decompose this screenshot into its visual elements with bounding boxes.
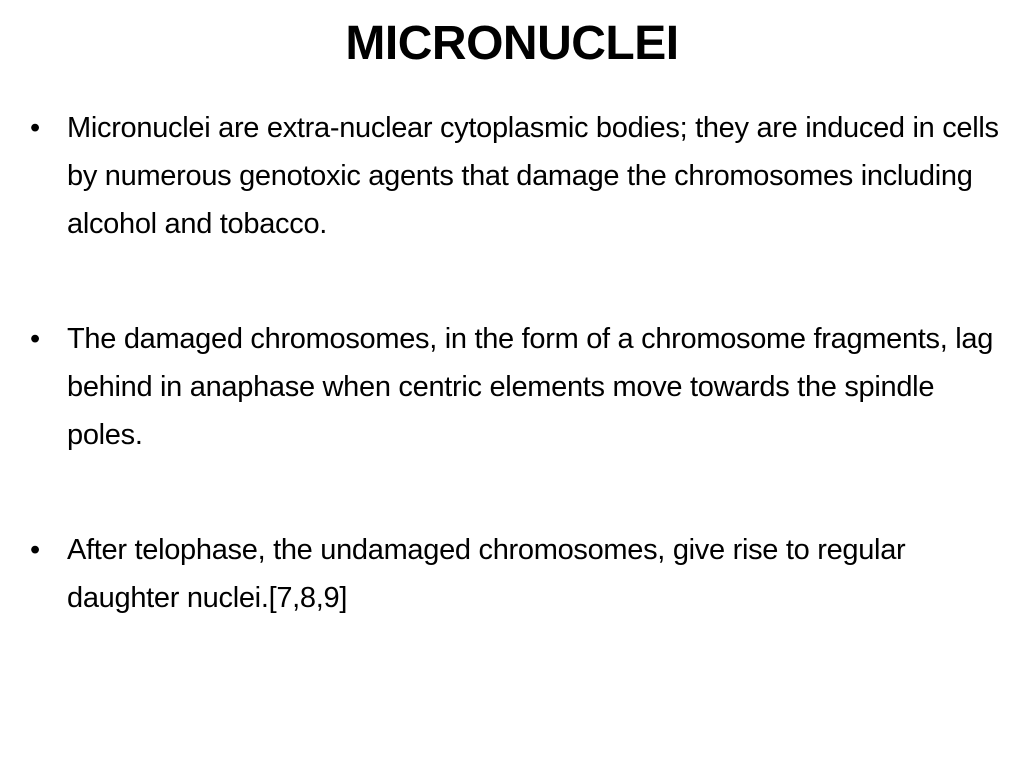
bullet-item xyxy=(30,526,1015,622)
bullet-item xyxy=(30,315,1015,459)
bullet-text: After telophase, the undamaged chromosomes, give rise to regular daughter nuclei.[7,8,9] xyxy=(67,534,906,614)
bullet-icon: • xyxy=(30,112,40,144)
bullet-icon: • xyxy=(30,534,40,566)
bullet-text: Micronuclei are extra-nuclear cytoplasmic bodies; they are induced in cells by numerous genotoxic agents that damage the chromosomes including alcohol and tobacco. xyxy=(67,112,999,240)
slide-title: MICRONUCLEI xyxy=(345,17,679,70)
bullet-icon: • xyxy=(30,323,40,355)
bullet-text: The damaged chromosomes, in the form of a chromosome fragments, lag behind in anaphase when centric elements move towards the spindle poles. xyxy=(67,323,994,451)
bullet-item xyxy=(30,104,1015,248)
bullet-list xyxy=(30,104,1015,622)
